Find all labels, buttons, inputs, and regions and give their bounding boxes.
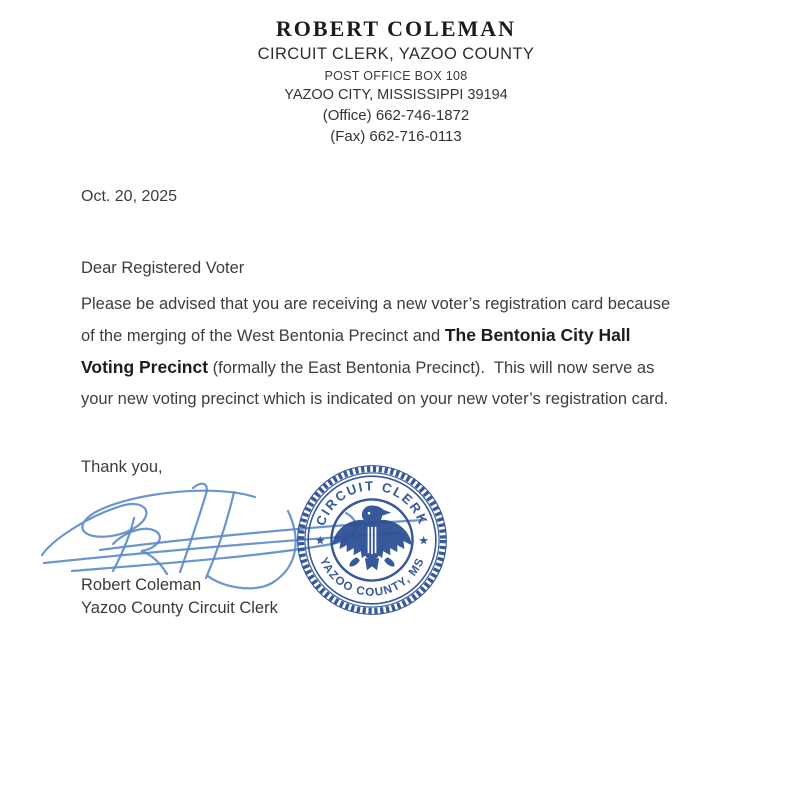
body-text-bold: The Bentonia City Hall: [444, 325, 631, 345]
body-text: your new voting precinct which is indicated on your new voter’s registration card.: [81, 390, 669, 408]
seal-top-text: CIRCUIT CLERK: [312, 478, 432, 528]
letter-date: Oct. 20, 2025: [81, 188, 178, 205]
letterhead-city: YAZOO CITY, MISSISSIPPI 39194: [284, 87, 508, 103]
letterhead-title: CIRCUIT CLERK, YAZOO COUNTY: [257, 45, 535, 63]
body-line: [81, 352, 741, 384]
body-text: Please be advised that you are receiving a new voter’s registration card because: [81, 295, 671, 313]
seal-star-left-icon: ★: [314, 533, 326, 548]
letterhead-pobox: POST OFFICE BOX 108: [324, 69, 468, 83]
letterhead-office-phone: (Office) 662-746-1872: [322, 107, 470, 124]
salutation: Dear Registered Voter: [81, 259, 245, 277]
body-line: [81, 320, 741, 352]
body-text: of the merging of the West Bentonia Precinct and: [81, 327, 445, 345]
body-paragraph: [81, 289, 741, 415]
seal-star-right-icon: ★: [418, 533, 430, 548]
seal-bottom-text: YAZOO COUNTY, MS: [316, 555, 428, 599]
letterhead: [0, 16, 792, 145]
closing: Thank you,: [81, 458, 163, 476]
body-text-bold: Voting Precinct: [81, 357, 209, 377]
letterhead-name: ROBERT COLEMAN: [275, 16, 517, 41]
body-line: [81, 384, 741, 415]
body-line: [81, 289, 741, 320]
body-text: (formally the East Bentonia Precinct). This will now serve as: [208, 359, 655, 377]
signer-title: Yazoo County Circuit Clerk: [81, 598, 278, 617]
signature-block: [81, 574, 278, 619]
eagle-icon: [332, 506, 411, 571]
circuit-clerk-seal: [296, 464, 448, 616]
letterhead-fax: (Fax) 662-716-0113: [330, 128, 462, 145]
signer-name: Robert Coleman: [81, 576, 202, 594]
